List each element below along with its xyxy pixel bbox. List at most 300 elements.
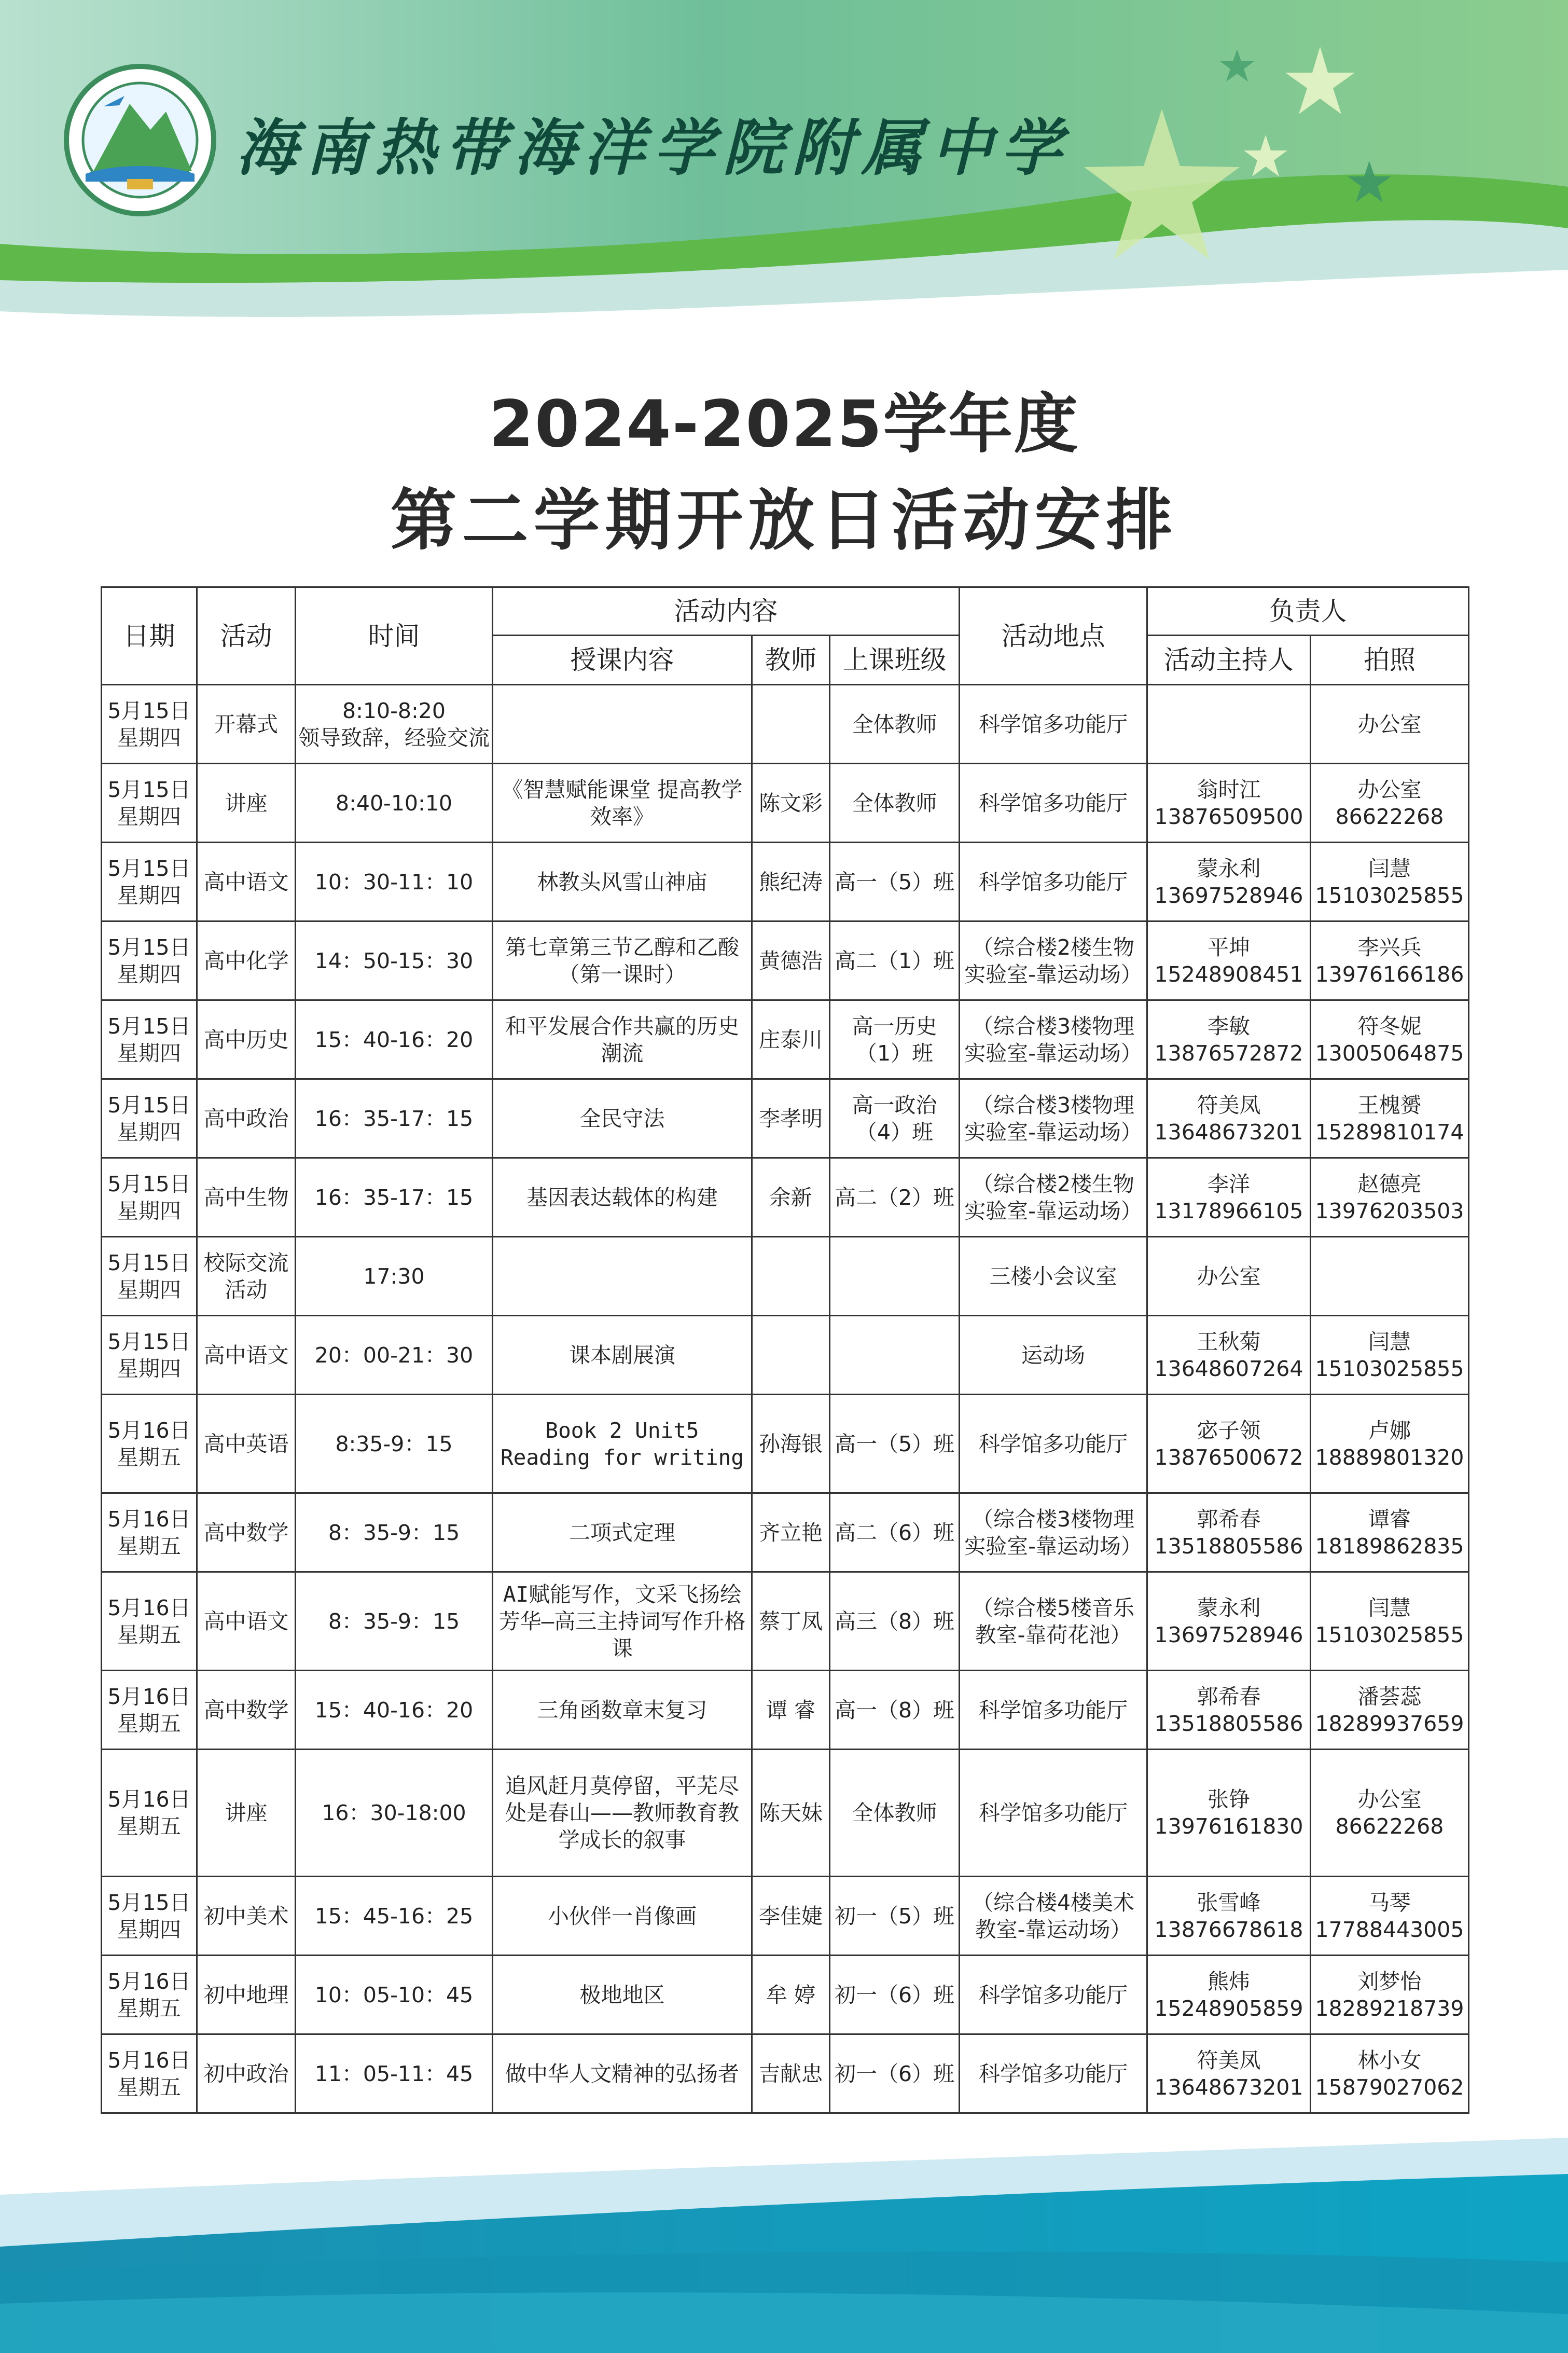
photo-cell: [1311, 764, 1469, 843]
school-logo: [66, 66, 214, 214]
teacher-cell: [752, 1000, 830, 1079]
table-header-row: [102, 587, 1469, 636]
location-cell-text: 科学馆多功能厅: [979, 1982, 1128, 2007]
photo-cell: [1311, 1671, 1469, 1750]
teacher-cell: [752, 764, 830, 843]
photo-cell: [1311, 1158, 1469, 1237]
location-cell: [960, 764, 1147, 843]
weekday-text: 星期四: [117, 1040, 181, 1066]
host-cell: [1147, 685, 1311, 764]
time-cell: [296, 1237, 493, 1316]
teacher-cell-text: 齐立艳: [759, 1520, 823, 1545]
teacher-cell: [752, 1956, 830, 2034]
host-cell: [1147, 764, 1311, 843]
teacher-cell-text: 黄德浩: [759, 948, 823, 973]
time-cell: [296, 2034, 493, 2113]
date-cell: [102, 2034, 197, 2113]
class-cell: [830, 1956, 960, 2034]
date-cell: [102, 921, 197, 1000]
date-cell: [102, 1158, 197, 1237]
photo-cell-text: 闫慧 15103025855: [1315, 856, 1464, 908]
time-cell: [296, 1395, 493, 1493]
time-cell: [296, 1671, 493, 1750]
photo-cell-text: 林小女 15879027062: [1315, 2047, 1464, 2100]
teacher-cell: [752, 1316, 830, 1395]
time-cell: [296, 1000, 493, 1079]
photo-cell-text: 赵德亮 13976203503: [1315, 1171, 1464, 1223]
date-text: 5月15日: [107, 1013, 191, 1039]
lesson-cell: [493, 1158, 752, 1237]
location-cell-text: 科学馆多功能厅: [979, 1697, 1128, 1723]
activity-cell: [197, 685, 296, 764]
host-cell: [1147, 1671, 1311, 1750]
weekday-text: 星期四: [117, 883, 181, 908]
time-cell-text: 8:40-10:10: [335, 790, 453, 816]
host-cell-text: 郭希春 13518805586: [1154, 1684, 1303, 1736]
location-cell: [960, 921, 1147, 1000]
host-cell: [1147, 1000, 1311, 1079]
weekday-text: 星期五: [117, 1996, 181, 2021]
table-row: [102, 1395, 1469, 1493]
time-cell-text: 11：05-11：45: [314, 2061, 474, 2086]
weekday-text: 星期四: [117, 725, 181, 750]
school-name: 海南热带海洋学院附属中学: [236, 112, 1071, 184]
teacher-cell: [752, 1237, 830, 1316]
lesson-cell: [493, 921, 752, 1000]
activity-cell: [197, 1000, 296, 1079]
photo-cell: [1311, 1079, 1469, 1158]
host-cell: [1147, 1750, 1311, 1877]
header-activity: 活动: [197, 587, 296, 685]
location-cell-text: （综合楼3楼物理实验室-靠运动场）: [964, 1092, 1142, 1145]
lesson-cell-text: 做中华人文精神的弘扬者: [505, 2061, 739, 2086]
location-cell: [960, 1158, 1147, 1237]
location-cell: [960, 1877, 1147, 1956]
lesson-cell: [493, 1316, 752, 1395]
class-cell-text: 初一（6）班: [834, 1982, 955, 2007]
location-cell-text: 科学馆多功能厅: [979, 1800, 1128, 1825]
lesson-cell: [493, 2034, 752, 2113]
teacher-cell: [752, 685, 830, 764]
table-row: [102, 685, 1469, 764]
teacher-cell: [752, 843, 830, 921]
time-cell-text: 15：40-16：20: [314, 1027, 474, 1052]
lesson-cell: [493, 1000, 752, 1079]
photo-cell: [1311, 1395, 1469, 1493]
class-cell: [830, 1750, 960, 1877]
time-cell: [296, 1316, 493, 1395]
table-row: [102, 1750, 1469, 1877]
date-cell: [102, 843, 197, 921]
activity-cell-text: 开幕式: [214, 711, 278, 737]
host-cell-text: 平坤 15248908451: [1154, 934, 1303, 987]
date-cell: [102, 1671, 197, 1750]
photo-cell: [1311, 1956, 1469, 2034]
photo-cell: [1311, 685, 1469, 764]
date-cell: [102, 1493, 197, 1572]
time-cell: [296, 1750, 493, 1877]
lesson-cell-text: 课本剧展演: [569, 1342, 675, 1368]
teacher-cell-text: 庄泰川: [759, 1027, 823, 1052]
schedule-table: [101, 586, 1469, 2114]
host-cell: [1147, 1395, 1311, 1493]
location-cell: [960, 1079, 1147, 1158]
date-cell: [102, 764, 197, 843]
photo-cell: [1311, 843, 1469, 921]
weekday-text: 星期五: [117, 1622, 181, 1647]
class-cell-text: 全体教师: [852, 711, 937, 737]
host-cell-text: 符美凤 13648673201: [1154, 1092, 1303, 1145]
class-cell: [830, 921, 960, 1000]
weekday-text: 星期四: [117, 1119, 181, 1145]
time-cell: [296, 1493, 493, 1572]
table-row: [102, 1877, 1469, 1956]
date-text: 5月15日: [107, 1092, 191, 1118]
lesson-cell-text: 追风赶月莫停留，平芜尽处是春山——教师教育教学成长的叙事: [505, 1773, 739, 1852]
header-host: 活动主持人: [1147, 636, 1311, 685]
photo-cell-text: 办公室 86622268: [1335, 1787, 1444, 1839]
lesson-cell: [493, 843, 752, 921]
time-cell: [296, 921, 493, 1000]
class-cell-text: 高二（1）班: [834, 948, 955, 973]
location-cell: [960, 1000, 1147, 1079]
teacher-cell-text: 熊纪涛: [759, 869, 823, 895]
lesson-cell-text: 二项式定理: [569, 1520, 675, 1545]
photo-cell: [1311, 1493, 1469, 1572]
class-cell-text: 高一（8）班: [834, 1697, 955, 1723]
date-text: 5月15日: [107, 777, 191, 802]
class-cell: [830, 1000, 960, 1079]
activity-cell-text: 初中美术: [203, 1903, 289, 1929]
date-text: 5月16日: [107, 1684, 191, 1709]
activity-cell: [197, 1671, 296, 1750]
date-cell: [102, 1000, 197, 1079]
host-cell: [1147, 1956, 1311, 2034]
class-cell-text: 高二（6）班: [834, 1520, 955, 1545]
lesson-cell: [493, 1956, 752, 2034]
photo-cell-text: 刘梦怡 18289218739: [1315, 1969, 1464, 2021]
photo-cell: [1311, 1750, 1469, 1877]
activity-cell: [197, 1316, 296, 1395]
activity-cell: [197, 2034, 296, 2113]
teacher-cell-text: 余新: [769, 1185, 812, 1210]
teacher-cell-text: 牟 婷: [766, 1982, 816, 2007]
lesson-cell-text: 小伙伴一肖像画: [548, 1903, 697, 1929]
lesson-cell-text: 《智慧赋能课堂 提高教学效率》: [502, 777, 743, 829]
weekday-text: 星期五: [117, 1533, 181, 1559]
class-cell: [830, 1572, 960, 1671]
activity-cell-text: 高中语文: [203, 1342, 289, 1368]
activity-cell: [197, 1750, 296, 1877]
location-cell: [960, 1237, 1147, 1316]
host-cell-text: 符美凤 13648673201: [1154, 2047, 1303, 2100]
lesson-cell: [493, 1079, 752, 1158]
date-cell: [102, 1750, 197, 1877]
date-text: 5月16日: [107, 1969, 191, 1994]
date-cell: [102, 1237, 197, 1316]
time-cell-text: 15：45-16：25: [314, 1903, 474, 1929]
location-cell-text: 科学馆多功能厅: [979, 711, 1128, 737]
class-cell-text: 全体教师: [852, 1800, 937, 1825]
time-cell-text: 8:35-9：15: [335, 1431, 453, 1456]
photo-cell-text: 潘荟蕊 18289937659: [1315, 1684, 1464, 1736]
time-cell-text: 16：35-17：15: [314, 1185, 474, 1210]
header-photo: 拍照: [1311, 636, 1469, 685]
time-cell: [296, 843, 493, 921]
activity-cell: [197, 843, 296, 921]
date-text: 5月16日: [107, 1418, 191, 1443]
teacher-cell-text: 陈天妹: [759, 1800, 823, 1825]
class-cell-text: 高一政治（4）班: [852, 1092, 937, 1145]
weekday-text: 星期四: [117, 1277, 181, 1302]
class-cell: [830, 1237, 960, 1316]
teacher-cell-text: 蔡丁凤: [759, 1608, 823, 1634]
table-row: [102, 843, 1469, 921]
table-row: [102, 764, 1469, 843]
location-cell: [960, 1671, 1147, 1750]
lesson-cell: [493, 1877, 752, 1956]
class-cell: [830, 1158, 960, 1237]
activity-cell: [197, 1158, 296, 1237]
host-cell: [1147, 2034, 1311, 2113]
time-cell-text: 14：50-15：30: [314, 948, 474, 973]
header-location: 活动地点: [960, 587, 1147, 685]
host-cell-text: 张铮 13976161830: [1154, 1787, 1303, 1839]
lesson-cell-text: 林教头风雪山神庙: [537, 869, 707, 895]
teacher-cell-text: 孙海银: [759, 1431, 823, 1456]
time-cell-text: 15：40-16：20: [314, 1697, 474, 1723]
location-cell: [960, 2034, 1147, 2113]
host-cell-text: 李敏 13876572872: [1154, 1013, 1303, 1066]
host-cell-text: 李洋 13178966105: [1154, 1171, 1303, 1223]
date-text: 5月16日: [107, 1506, 191, 1532]
location-cell-text: 科学馆多功能厅: [979, 790, 1128, 816]
activity-cell-text: 高中语文: [203, 869, 289, 895]
class-cell-text: 高三（8）班: [834, 1608, 955, 1634]
host-cell-text: 王秋菊 13648607264: [1154, 1329, 1303, 1381]
teacher-cell: [752, 1572, 830, 1671]
schedule-body: [102, 685, 1469, 2113]
date-cell: [102, 685, 197, 764]
lesson-cell: [493, 1395, 752, 1493]
header-time: 时间: [296, 587, 493, 685]
activity-cell: [197, 921, 296, 1000]
class-cell-text: 高一历史（1）班: [852, 1013, 937, 1066]
photo-cell-text: 符冬妮 13005064875: [1315, 1013, 1464, 1066]
activity-cell: [197, 1572, 296, 1671]
host-cell-text: 蒙永利 13697528946: [1154, 856, 1303, 908]
date-cell: [102, 1079, 197, 1158]
time-cell-text: 16：35-17：15: [314, 1106, 474, 1131]
table-row: [102, 1237, 1469, 1316]
table-row: [102, 1316, 1469, 1395]
class-cell: [830, 1877, 960, 1956]
activity-cell-text: 高中政治: [203, 1106, 289, 1131]
activity-cell-text: 高中历史: [203, 1027, 289, 1052]
location-cell-text: 运动场: [1021, 1342, 1086, 1368]
lesson-cell: [493, 1237, 752, 1316]
host-cell: [1147, 1316, 1311, 1395]
table-row: [102, 1158, 1469, 1237]
activity-cell-text: 高中化学: [203, 948, 289, 973]
teacher-cell: [752, 921, 830, 1000]
activity-cell-text: 高中英语: [203, 1431, 289, 1456]
teacher-cell: [752, 1671, 830, 1750]
lesson-cell-text: 和平发展合作共赢的历史潮流: [505, 1013, 739, 1066]
date-text: 5月15日: [107, 1890, 191, 1915]
date-text: 5月15日: [107, 1171, 191, 1196]
host-cell: [1147, 843, 1311, 921]
teacher-cell-text: 吉献忠: [759, 2061, 823, 2086]
header-teacher: 教师: [752, 636, 830, 685]
location-cell-text: 科学馆多功能厅: [979, 2061, 1128, 2086]
time-cell: [296, 1158, 493, 1237]
class-cell-text: 初一（5）班: [834, 1903, 955, 1929]
class-cell: [830, 1079, 960, 1158]
teacher-cell-text: 陈文彩: [759, 790, 823, 816]
lesson-cell-text: 极地地区: [579, 1982, 665, 2007]
teacher-cell: [752, 1493, 830, 1572]
date-text: 5月16日: [107, 1787, 191, 1812]
time-cell: [296, 764, 493, 843]
host-cell-text: 熊炜 15248905859: [1154, 1969, 1303, 2021]
photo-cell-text: 闫慧 15103025855: [1315, 1329, 1464, 1381]
time-cell-text: 8:10-8:20 领导致辞，经验交流: [298, 698, 490, 750]
location-cell-text: （综合楼4楼美术教室-靠运动场）: [972, 1890, 1135, 1942]
time-cell-text: 10：30-11：10: [314, 869, 474, 895]
photo-cell: [1311, 1000, 1469, 1079]
photo-cell-text: 谭睿 18189862835: [1315, 1506, 1464, 1559]
activity-cell-text: 讲座: [225, 1800, 268, 1825]
table-row: [102, 921, 1469, 1000]
class-cell: [830, 1395, 960, 1493]
time-cell: [296, 1956, 493, 2034]
header-date: 日期: [102, 587, 197, 685]
location-cell-text: 三楼小会议室: [989, 1263, 1117, 1289]
photo-cell: [1311, 921, 1469, 1000]
activity-cell: [197, 1956, 296, 2034]
host-cell-text: 宓子领 13876500672: [1154, 1418, 1303, 1470]
weekday-text: 星期五: [117, 1814, 181, 1839]
teacher-cell: [752, 1395, 830, 1493]
photo-cell-text: 李兴兵 13976166186: [1315, 934, 1464, 987]
date-text: 5月16日: [107, 1595, 191, 1620]
date-text: 5月16日: [107, 2047, 191, 2073]
class-cell: [830, 843, 960, 921]
date-text: 5月15日: [107, 1250, 191, 1275]
photo-cell: [1311, 2034, 1469, 2113]
teacher-cell: [752, 1877, 830, 1956]
time-cell-text: 10：05-10：45: [314, 1982, 474, 2007]
photo-cell-text: 卢娜 18889801320: [1315, 1418, 1464, 1470]
host-cell-text: 蒙永利 13697528946: [1154, 1595, 1303, 1647]
teacher-cell: [752, 2034, 830, 2113]
photo-cell: [1311, 1572, 1469, 1671]
header-class: 上课班级: [830, 636, 960, 685]
teacher-cell-text: 李佳婕: [759, 1903, 823, 1929]
host-cell: [1147, 1079, 1311, 1158]
lesson-cell-text: AI赋能写作，文采飞扬绘芳华—高三主持词写作升格课: [498, 1581, 746, 1661]
host-cell: [1147, 921, 1311, 1000]
photo-cell-text: 办公室: [1357, 711, 1422, 737]
location-cell: [960, 1493, 1147, 1572]
weekday-text: 星期四: [117, 1917, 181, 1942]
lesson-cell: [493, 1750, 752, 1877]
photo-cell-text: 闫慧 15103025855: [1315, 1595, 1464, 1647]
class-cell-text: 高一（5）班: [834, 869, 955, 895]
table-row: [102, 1956, 1469, 2034]
table-row: [102, 1572, 1469, 1671]
date-text: 5月15日: [107, 856, 191, 881]
weekday-text: 星期四: [117, 1356, 181, 1381]
location-cell-text: 科学馆多功能厅: [979, 1431, 1128, 1456]
location-cell: [960, 843, 1147, 921]
activity-cell-text: 高中生物: [203, 1185, 289, 1210]
class-cell: [830, 685, 960, 764]
date-text: 5月15日: [107, 698, 191, 723]
time-cell-text: 16：30-18:00: [322, 1800, 466, 1825]
activity-cell-text: 高中语文: [203, 1608, 289, 1634]
photo-cell: [1311, 1316, 1469, 1395]
table-row: [102, 1000, 1469, 1079]
date-cell: [102, 1316, 197, 1395]
time-cell: [296, 685, 493, 764]
photo-cell-text: 马琴 17788443005: [1315, 1890, 1464, 1942]
class-cell: [830, 1316, 960, 1395]
class-cell: [830, 2034, 960, 2113]
host-cell-text: 办公室: [1197, 1263, 1261, 1289]
host-cell-text: 翁时江 13876509500: [1154, 777, 1303, 829]
location-cell-text: （综合楼3楼物理实验室-靠运动场）: [964, 1506, 1142, 1559]
class-cell: [830, 1493, 960, 1572]
time-cell-text: 8：35-9：15: [328, 1520, 460, 1545]
class-cell-text: 高一（5）班: [834, 1431, 955, 1456]
lesson-cell: [493, 685, 752, 764]
activity-cell: [197, 1493, 296, 1572]
date-text: 5月15日: [107, 1329, 191, 1354]
date-cell: [102, 1877, 197, 1956]
table-row: [102, 1493, 1469, 1572]
time-cell-text: 8：35-9：15: [328, 1608, 460, 1634]
location-cell: [960, 1750, 1147, 1877]
class-cell: [830, 1671, 960, 1750]
time-cell: [296, 1877, 493, 1956]
teacher-cell: [752, 1079, 830, 1158]
page-title: 第二学期开放日活动安排: [390, 482, 1178, 559]
teacher-cell: [752, 1750, 830, 1877]
lesson-cell-text: 第七章第三节乙醇和乙酸 （第一课时）: [505, 934, 739, 987]
host-cell: [1147, 1237, 1311, 1316]
location-cell: [960, 685, 1147, 764]
table-row: [102, 1671, 1469, 1750]
time-cell: [296, 1572, 493, 1671]
weekday-text: 星期四: [117, 961, 181, 987]
host-cell: [1147, 1877, 1311, 1956]
activity-cell-text: 初中地理: [203, 1982, 289, 2007]
class-cell: [830, 764, 960, 843]
activity-cell-text: 讲座: [225, 790, 268, 816]
table-row: [102, 1079, 1469, 1158]
weekday-text: 星期五: [117, 1711, 181, 1736]
lesson-cell: [493, 1671, 752, 1750]
date-cell: [102, 1956, 197, 2034]
page-title-year: 2024-2025学年度: [489, 387, 1079, 462]
date-text: 5月15日: [107, 934, 191, 960]
host-cell-text: 张雪峰 13876678618: [1154, 1890, 1303, 1942]
lesson-cell-text: 基因表达载体的构建: [526, 1185, 718, 1210]
location-cell: [960, 1956, 1147, 2034]
activity-cell-text: 初中政治: [203, 2061, 289, 2086]
